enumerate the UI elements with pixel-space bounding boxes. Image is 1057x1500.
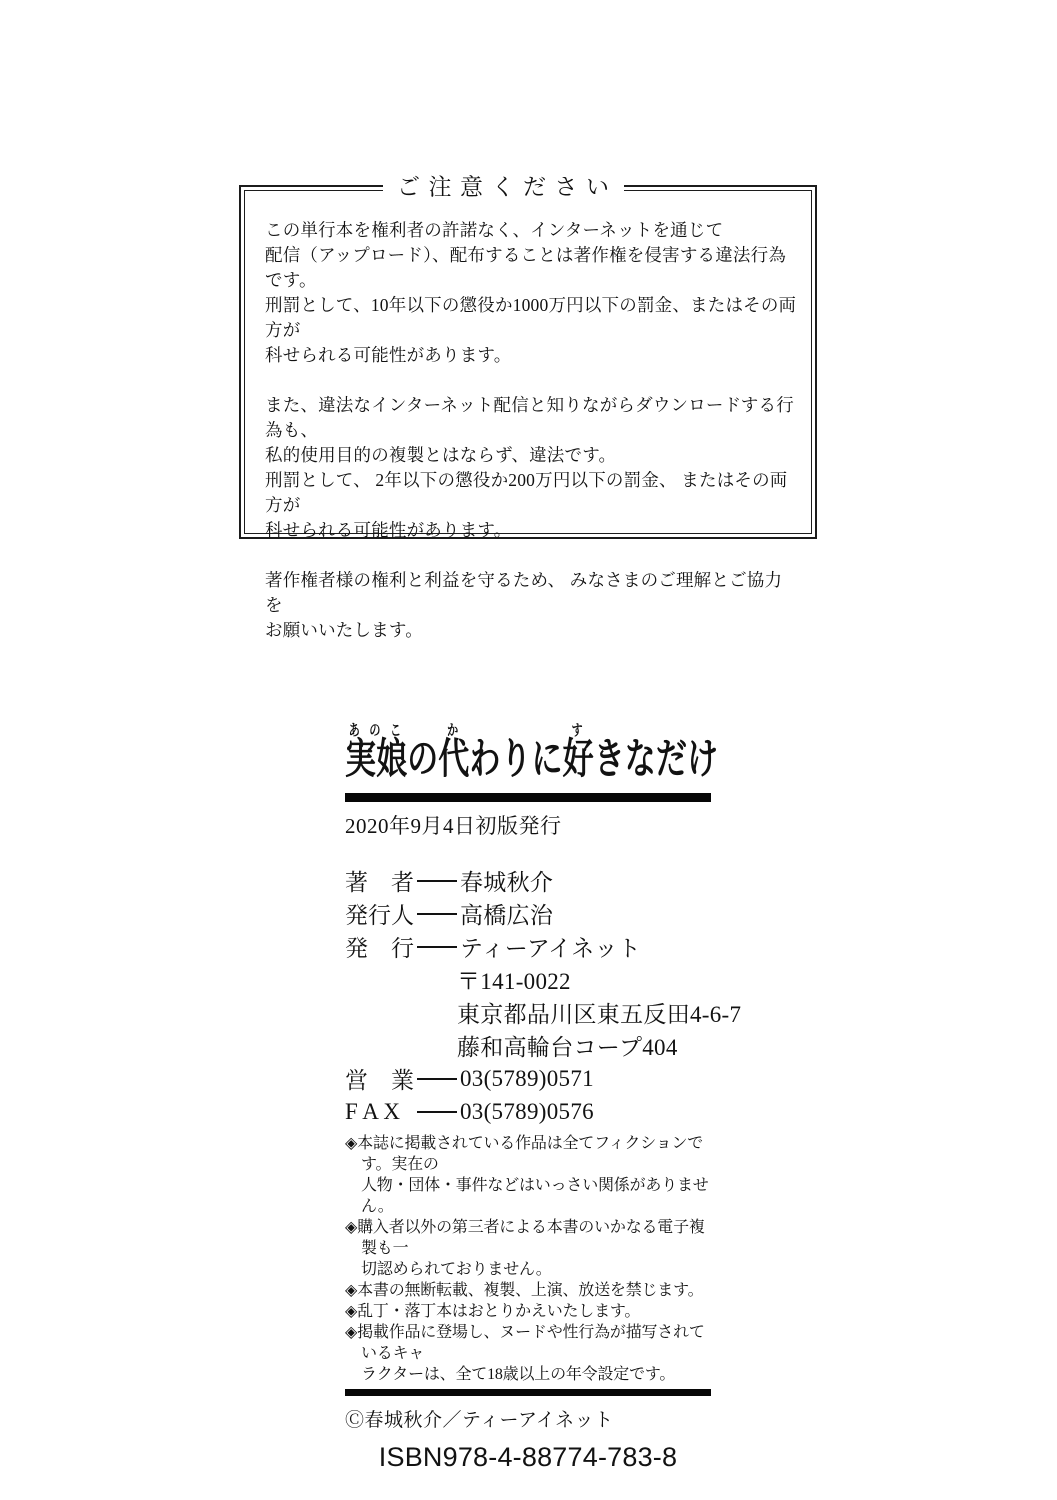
row-dash [417,913,457,915]
legal-notes [345,1133,711,1385]
row-value: 〒141-0022 [457,969,571,994]
book-title: 実娘あのこの代かわりに好すきなだけ [345,723,719,783]
row-label: 著 者 [345,870,414,895]
row-value: 高橋広治 [460,903,554,928]
warning-paragraph-2: また、違法なインターネット配信と知りながらダウンロードする行為も、 私的使用目的の複製とはならず、違法です。 刑罰として、 2年以下の懲役か200万円以下の罰金、 またはその両方が 科せられる可能性があります。 [265,395,794,540]
publication-row [345,1095,711,1128]
divider-rule-bottom [345,1389,711,1396]
legal-note: ◈本書の無断転載、複製、上演、放送を禁じます。 [345,1282,704,1299]
furigana: か [438,723,470,739]
title-ruby-segment: 代か [438,723,470,783]
row-value: 藤和高輪台コープ404 [457,1035,678,1060]
row-dash [417,946,457,948]
publication-row [345,996,742,1029]
publication-rows [345,864,742,1128]
warning-paragraph-3: 著作権者様の権利と利益を守るため、 みなさまのご理解とご協力を お願いいたします。 [265,570,783,640]
row-label: 営 業 [345,1068,414,1093]
publication-row [345,930,711,963]
isbn: ISBN978-4-88774-783-8 [378,1442,678,1472]
row-dash [417,1111,457,1113]
row-dash [417,880,457,882]
row-value: ティーアイネット [460,936,642,961]
row-value: 春城秋介 [460,870,554,895]
colophon-block [345,723,742,1473]
furigana: す [562,723,594,739]
publication-row [345,963,711,996]
copyright-line: Ⓒ春城秋介／ティーアイネット [345,1410,614,1431]
row-label: F A X [345,1098,400,1124]
title-ruby-segment: 実娘あのこ [345,723,408,783]
row-dash [417,1078,457,1080]
publication-date: 2020年9月4日初版発行 [345,814,562,838]
copyright-warning-box [239,174,817,640]
warning-body [265,218,797,643]
publication-row [345,864,711,897]
legal-note: ◈購入者以外の第三者による本書のいかなる電子複製も一 切認められておりません。 [345,1219,705,1278]
warning-title: ご 注 意 く だ さ い [383,169,624,202]
title-ruby-segment: 好す [562,723,594,783]
row-value: 東京都品川区東五反田4-6-7 [457,1002,742,1027]
warning-paragraph-1: この単行本を権利者の許諾なく、インターネットを通じて 配信（アップロード）、配布することは著作権を侵害する違法行為です。 刑罰として、10年以下の懲役か1000万円以下の罰金、またはその両方が 科せられる可能性があります。 [265,220,797,365]
divider-rule-top [345,793,711,802]
row-label: 発 行 [345,936,414,961]
publication-row [345,1029,711,1062]
row-label: 発行人 [345,903,414,928]
publication-row [345,897,711,930]
legal-note: ◈掲載作品に登場し、ヌードや性行為が描写されているキャ ラクターは、全て18歳以上の年令設定です。 [345,1324,705,1383]
furigana: あのこ [345,723,408,739]
row-value: 03(5789)0576 [460,1098,594,1124]
row-value: 03(5789)0571 [460,1065,594,1091]
legal-note: ◈乱丁・落丁本はおとりかえいたします。 [345,1303,641,1320]
publication-row [345,1062,711,1095]
legal-note: ◈本誌に掲載されている作品は全てフィクションです。実在の 人物・団体・事件などはいっさい関係がありません。 [345,1135,709,1215]
